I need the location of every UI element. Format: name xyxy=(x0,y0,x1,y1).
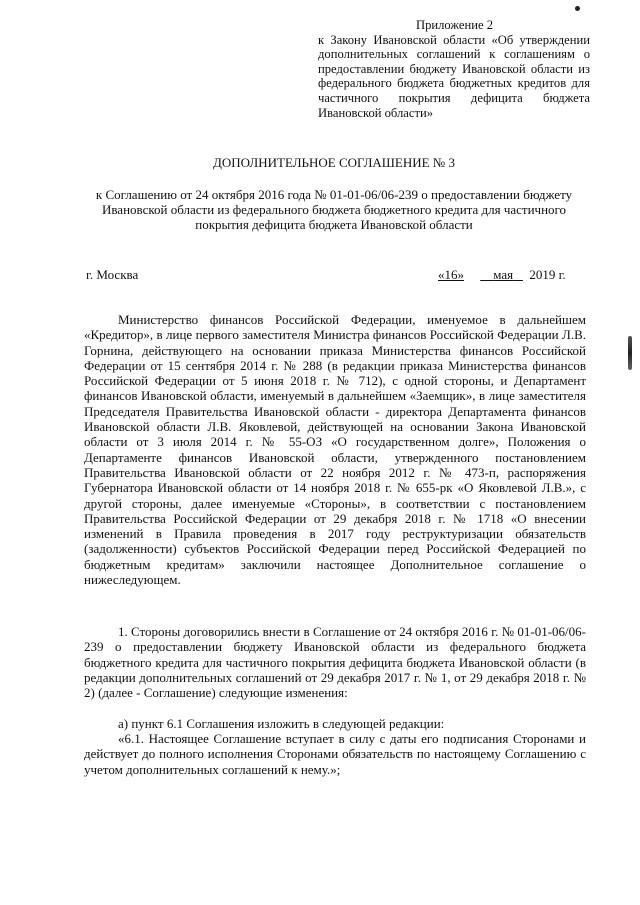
appendix-block xyxy=(318,18,590,120)
preamble-paragraph: Министерство финансов Российской Федерации, именуемое в дальнейшем «Кредитор», в лице первого заместителя Министра финансов Российской Федерации Л.В. Горнина, действующего на основании приказа Министерства финансов Российской Федерации от 15 сентября 2014 г. № 288 (в редакции приказа Министерства финансов Российской Федерации от 5 июня 2018 г. № 712), с одной стороны, и Департамент финансов Ивановской области, именуемый в дальнейшем «Заемщик», в лице заместителя Председателя Правительства Ивановской области - директора Департамента финансов Ивановской области Л.В. Яковлевой, действующей на основании Закона Ивановской области от 3 июля 2014 г. № 55-ОЗ «О государственном долге», Положения о Департаменте финансов Ивановской области, утвержденного постановлением Правительства Ивановской области от 22 ноября 2012 г. № 473-п, распоряжения Губернатора Ивановской области от 14 ноября 2018 г. № 655-рк «О Яковлевой Л.В.», с другой стороны, далее именуемые «Стороны», в соответствии с постановлением Правительства Российской Федерации от 29 декабря 2018 г. № 1718 «О внесении изменений в Правила проведения в 2017 году реструктуризации обязательств (задолженности) субъектов Российской Федерации перед Российской Федерацией по бюджетным кредитам» заключили настоящее Дополнительное соглашение о нижеследующем. xyxy=(84,312,586,588)
appendix-title: Приложение 2 xyxy=(416,18,494,32)
clause-1a-paragraph: а) пункт 6.1 Соглашения изложить в следующей редакции: xyxy=(118,716,445,731)
scan-edge-mark xyxy=(628,336,632,370)
appendix-text: к Закону Ивановской области «Об утверждении дополнительных соглашений к соглашениям о предоставлении бюджету Ивановской области из федерального бюджета бюджетных кредитов для частичного покрытия дефицита бюджета Ивановской области» xyxy=(318,32,590,120)
document-subtitle: к Соглашению от 24 октября 2016 года № 01-01-06/06-239 о предоставлении бюджету Ивановской области из федерального бюджета бюджетного кредита для частичного покрытия дефицита бюджета Ивановской области xyxy=(95,187,573,232)
scan-mark xyxy=(575,6,580,11)
clause-1-paragraph: 1. Стороны договорились внести в Соглашение от 24 октября 2016 г. № 01-01-06/06-239 о предоставлении бюджету Ивановской области из федерального бюджета бюджетного кредита для частичного покрытия дефицита бюджета Ивановской области (в редакции дополнительных соглашений от 29 декабря 2017 г. № 1, от 29 декабря 2018 г. № 2) (далее - Соглашение) следующие изменения: xyxy=(84,624,586,701)
date-month: мая xyxy=(493,267,514,282)
place-of-signing: г. Москва xyxy=(86,267,139,282)
date-year: 2019 г. xyxy=(529,267,566,282)
clause-6-1-quote: «6.1. Настоящее Соглашение вступает в силу с даты его подписания Сторонами и действует до полного исполнения Сторонами обязательств по настоящему Соглашению с учетом дополнительных соглашений к нему.»; xyxy=(84,731,586,777)
document-title: ДОПОЛНИТЕЛЬНОЕ СОГЛАШЕНИЕ № 3 xyxy=(213,155,455,170)
document-heading xyxy=(84,155,584,232)
date-day: «16» xyxy=(438,267,464,282)
agreement-date xyxy=(438,267,586,282)
